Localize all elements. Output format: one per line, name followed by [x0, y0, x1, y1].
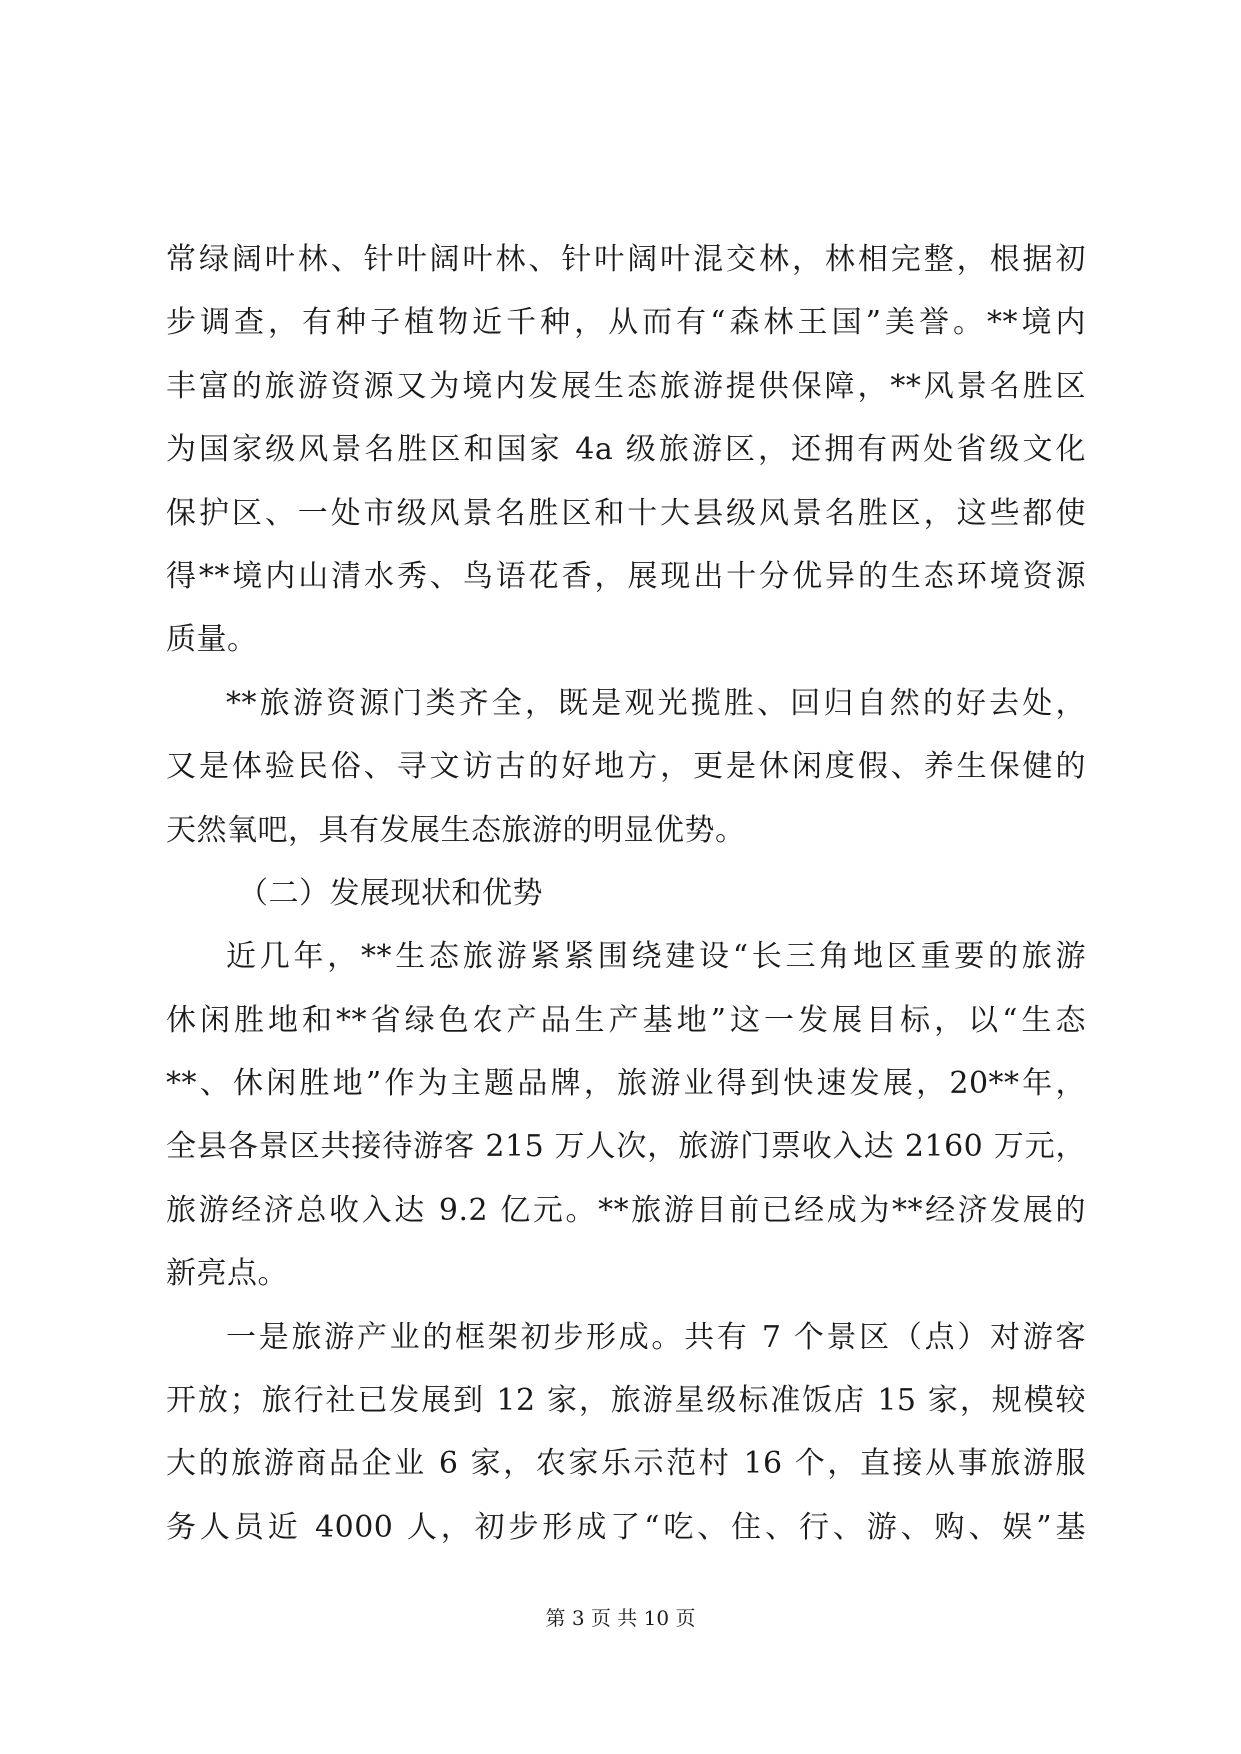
text-line: 丰富的旅游资源又为境内发展生态旅游提供保障，**风景名胜区 — [166, 368, 1086, 404]
text-line: **旅游资源门类齐全，既是观光揽胜、回归自然的好去处， — [226, 685, 1086, 721]
text-line: 又是体验民俗、寻文访古的好地方，更是休闲度假、养生保健的 — [166, 749, 1086, 785]
text-line: 常绿阔叶林、针叶阔叶林、针叶阔叶混交林，林相完整，根据初 — [166, 242, 1086, 277]
text-line: 得**境内山清水秀、鸟语花香，展现出十分优异的生态环境资源 — [166, 558, 1086, 594]
text-line: 近几年，**生态旅游紧紧围绕建设“长三角地区重要的旅游 — [226, 939, 1086, 975]
text-line: 保护区、一处市级风景名胜区和十大县级风景名胜区，这些都使 — [166, 495, 1086, 531]
text-line: 一是旅游产业的框架初步形成。共有 7 个景区（点）对游客 — [226, 1319, 1086, 1355]
text-line: 开放；旅行社已发展到 12 家，旅游星级标准饭店 15 家，规模较 — [166, 1383, 1086, 1419]
section-heading: （二）发展现状和优势 — [238, 875, 543, 911]
text-line: 天然氧吧，具有发展生态旅游的明显优势。 — [166, 812, 746, 848]
text-line: 步调查，有种子植物近千种，从而有“森林王国”美誉。**境内 — [166, 305, 1086, 341]
text-line: 新亮点。 — [166, 1256, 288, 1292]
body-text — [166, 228, 1086, 1559]
text-line: 旅游经济总收入达 9.2 亿元。**旅游目前已经成为**经济发展的 — [166, 1192, 1086, 1228]
text-line: 休闲胜地和**省绿色农产品生产基地”这一发展目标，以“生态 — [166, 1002, 1086, 1038]
page-number-footer: 第 3 页 共 10 页 — [545, 1606, 696, 1630]
text-line: 大的旅游商品企业 6 家，农家乐示范村 16 个，直接从事旅游服 — [166, 1446, 1086, 1482]
text-line: **、休闲胜地”作为主题品牌，旅游业得到快速发展，20**年， — [166, 1066, 1086, 1102]
text-line: 为国家级风景名胜区和国家 4a 级旅游区，还拥有两处省级文化 — [166, 432, 1086, 468]
text-line: 全县各景区共接待游客 215 万人次，旅游门票收入达 2160 万元， — [166, 1129, 1086, 1165]
text-line: 务人员近 4000 人，初步形成了“吃、住、行、游、购、娱”基 — [166, 1509, 1086, 1545]
text-line: 质量。 — [166, 622, 258, 658]
